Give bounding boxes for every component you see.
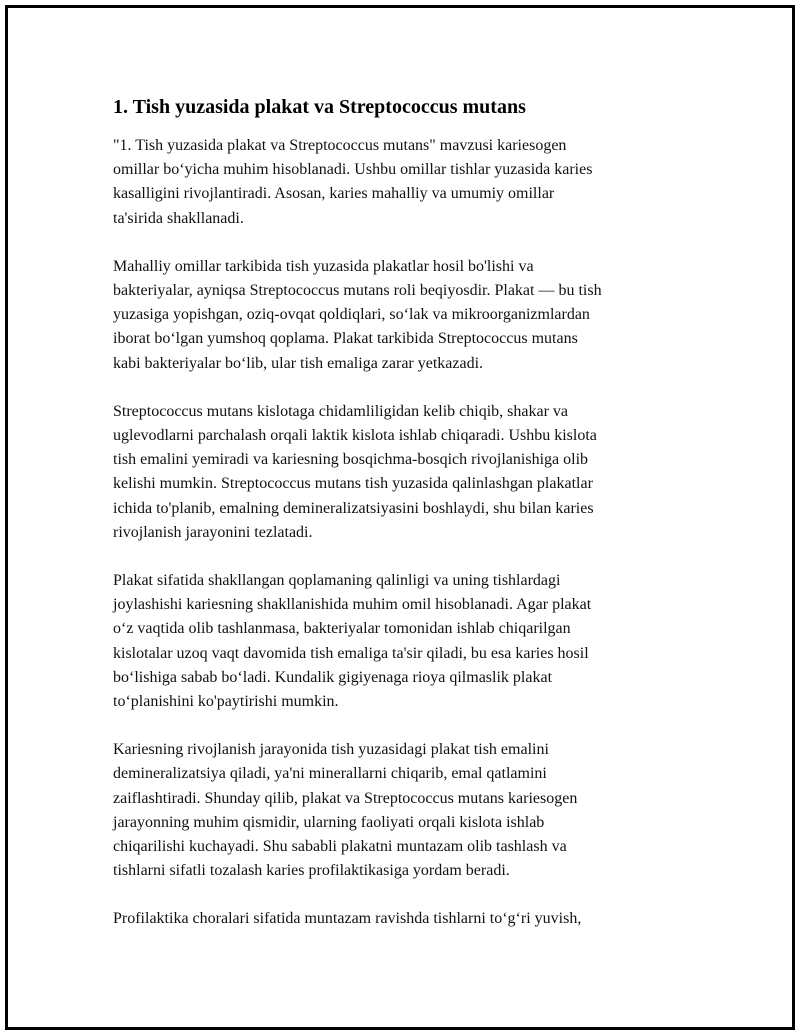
- paragraph: Streptococcus mutans kislotaga chidamliligidan kelib chiqib, shakar va uglevodlarni parchalash orqali laktik kislota ishlab chiqaradi. Ushbu kislota tish emalini yemiradi va kariesning bosqichma-bosqich rivojlanishiga olib kelishi mumkin. Streptococcus mutans tish yuzasida qalinlashgan plakatlar ichida to'planib, emalning demineralizatsiyasini boshlaydi, shu bilan karies rivojlanish jarayonini tezlatadi.: [113, 402, 597, 541]
- paragraph: Mahalliy omillar tarkibida tish yuzasida plakatlar hosil bo'lishi va bakteriyalar, ayniqsa Streptococcus mutans roli beqiyosdir. Plakat — bu tish yuzasiga yopishgan, oziq-ovqat qoldiqlari, so‘lak va mikroorganizmlardan iborat bo‘lgan yumshoq qoplama. Plakat tarkibida Streptococcus mutans kabi bakteriyalar bo‘lib, ular tish emaliga zarar yetkazadi.: [113, 257, 602, 372]
- paragraph: Kariesning rivojlanish jarayonida tish yuzasidagi plakat tish emalini demineralizatsiya qiladi, ya'ni minerallarni chiqarib, emal qatlamini zaiflashtiradi. Shunday qilib, plakat va Streptococcus mutans kariesogen jarayonning muhim qismidir, ularning faoliyati orqali kislota ishlab chiqarilishi kuchayadi. Shu sababli plakatni muntazam olib tashlash va tishlarni sifatli tozalash karies profilaktikasiga yordam beradi.: [113, 741, 578, 880]
- document-title: 1. Tish yuzasida plakat va Streptococcus mutans: [113, 96, 526, 118]
- paragraph: Plakat sifatida shakllangan qoplamaning qalinligi va uning tishlardagi joylashishi kariesning shakllanishida muhim omil hisoblanadi. Agar plakat o‘z vaqtida olib tashlanmasa, bakteriyalar tomonidan ishlab chiqarilgan kislotalar uzoq vaqt davomida tish emaliga ta'sir qiladi, bu esa karies hosil bo‘lishiga sabab bo‘ladi. Kundalik gigiyenaga rioya qilmaslik plakat to‘planishini ko'paytirishi mumkin.: [113, 572, 592, 711]
- document-body: [113, 94, 693, 956]
- paragraph: Profilaktika choralari sifatida muntazam ravishda tishlarni to‘g‘ri yuvish,: [113, 910, 582, 928]
- paragraph: "1. Tish yuzasida plakat va Streptococcus mutans" mavzusi kariesogen omillar bo‘yicha muhim hisoblanadi. Ushbu omillar tishlar yuzasida karies kasalligini rivojlantiradi. Asosan, karies mahalliy va umumiy omillar ta'sirida shakllanadi.: [113, 137, 593, 227]
